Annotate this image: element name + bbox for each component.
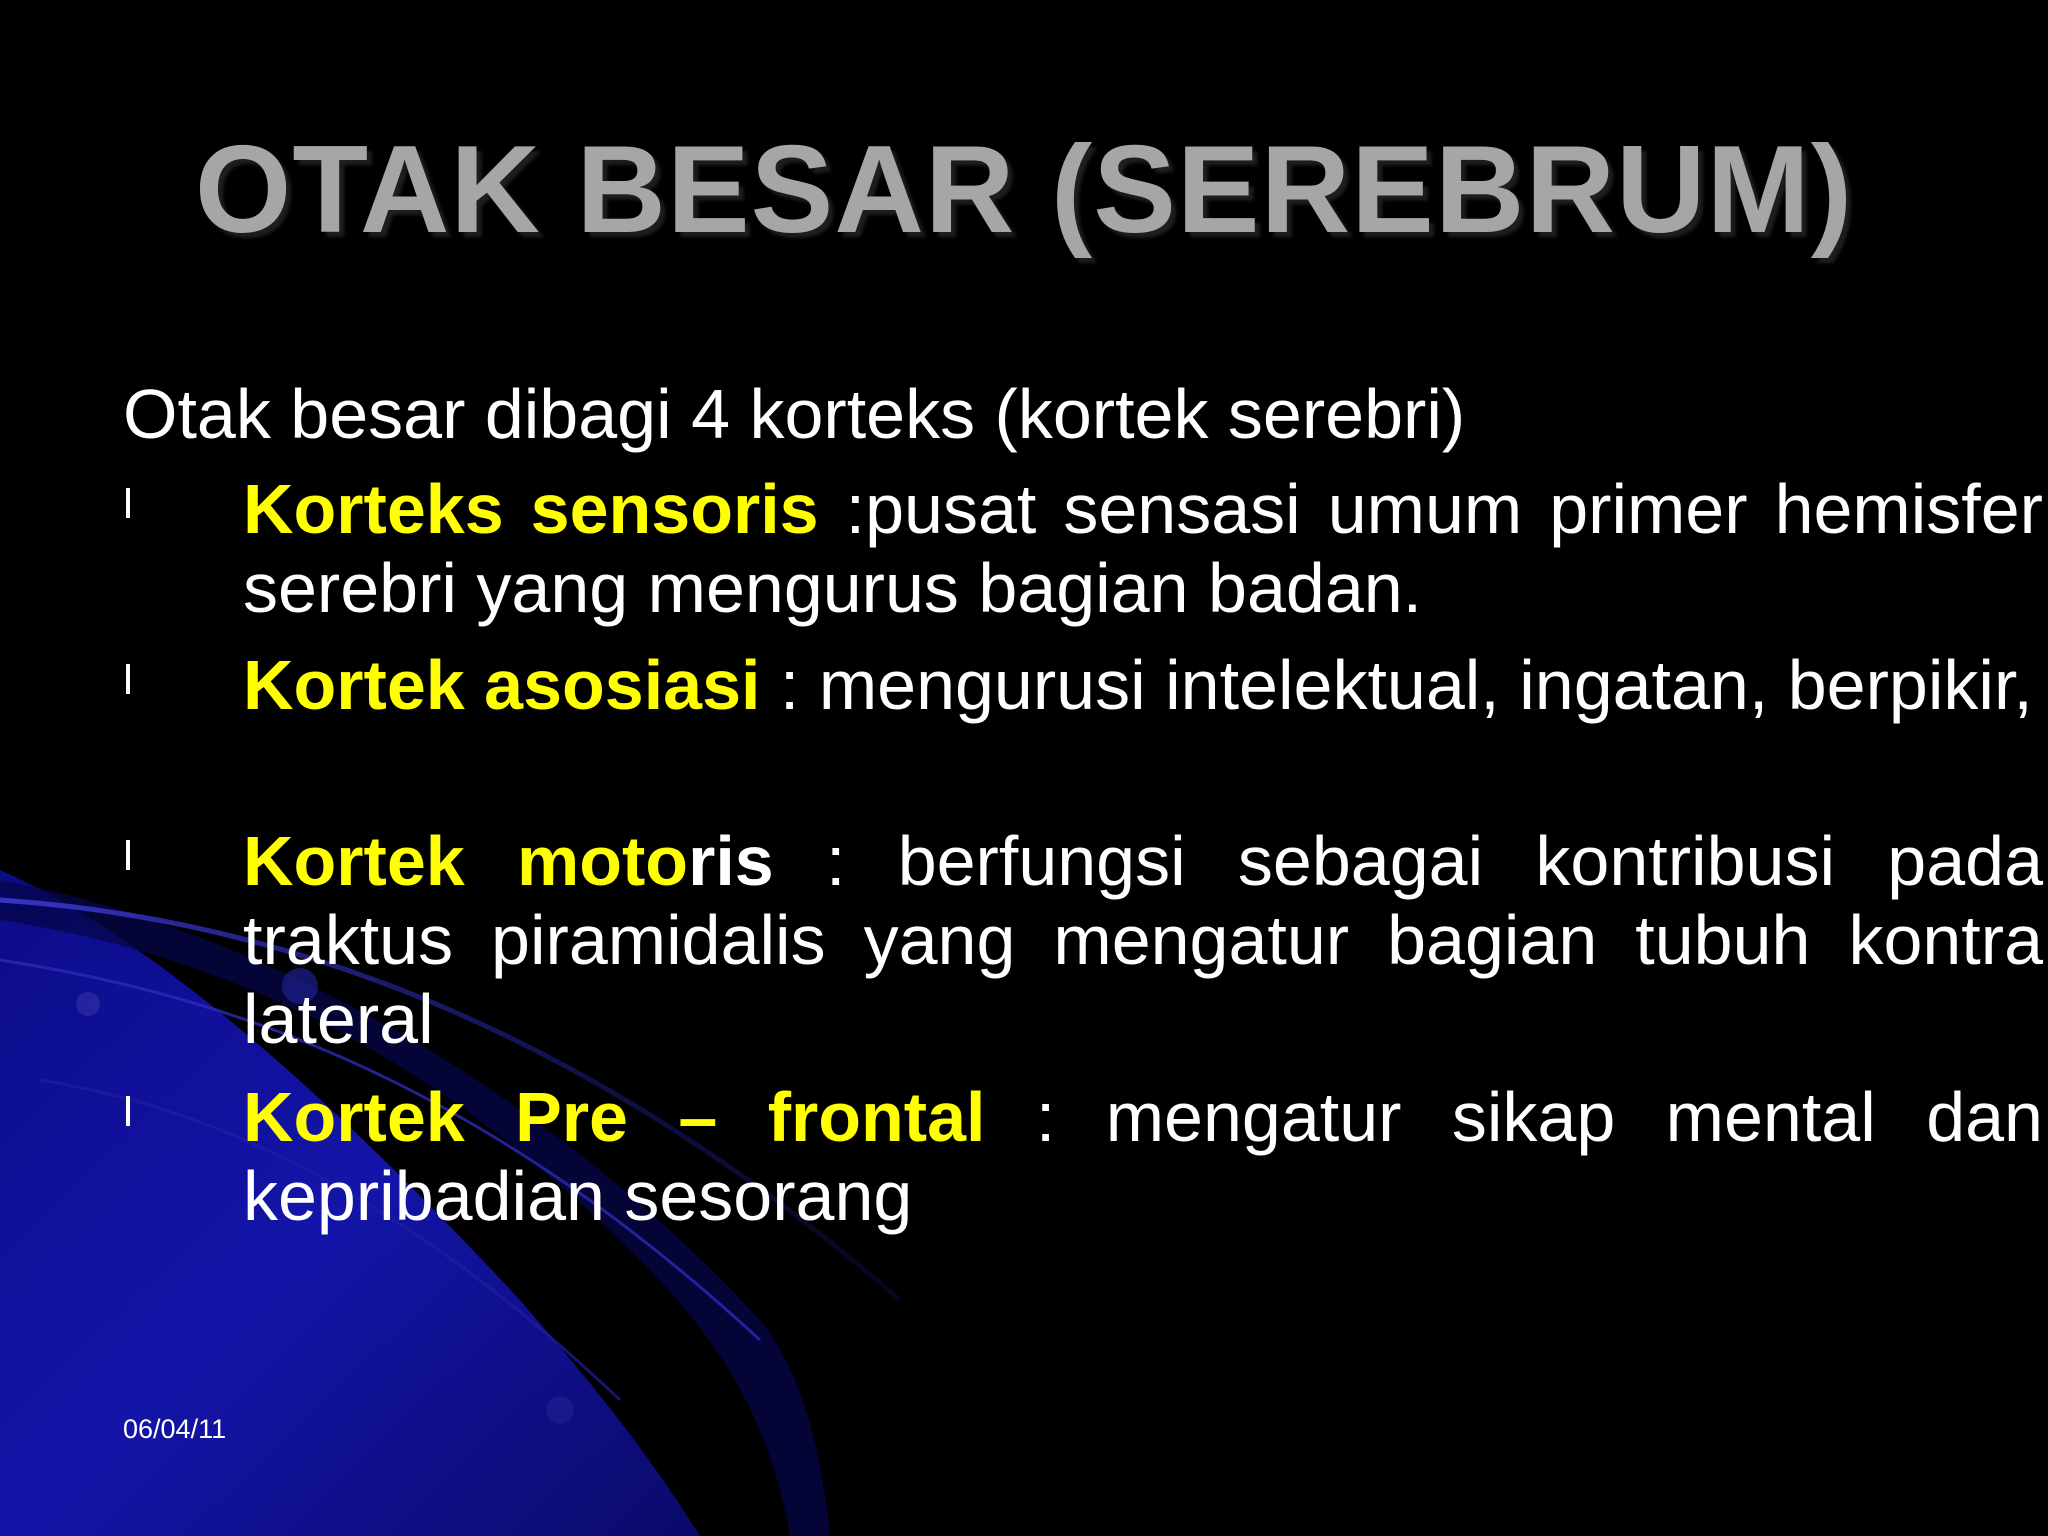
bullet-description: : berfungsi sebagai kontribusi pada traktus piramidalis yang mengatur bagian tubuh kontra lateral bbox=[243, 822, 2043, 1058]
bullet-text bbox=[243, 470, 2043, 628]
bullet-description: : mengatur sikap mental dan kepribadian sesorang bbox=[243, 1078, 2043, 1235]
bullet-text bbox=[243, 646, 2043, 725]
bullet-mark-icon bbox=[126, 1096, 130, 1126]
bullet-term: Kortek Pre – frontal bbox=[243, 1078, 986, 1156]
bullet-term: Kortek moto bbox=[243, 822, 689, 900]
bullet-description: :pusat sensasi umum primer hemisfer serebri yang mengurus bagian badan. bbox=[243, 470, 2043, 627]
bullet-text bbox=[243, 1078, 2043, 1236]
slide-title: OTAK BESAR (SEREBRUM) bbox=[194, 121, 1854, 259]
intro-text: Otak besar dibagi 4 korteks (kortek serebri) bbox=[123, 375, 1466, 453]
bullet-mark-icon bbox=[126, 840, 130, 870]
bullet-term: Korteks sensoris bbox=[243, 470, 819, 548]
bullet-mark-icon bbox=[126, 488, 130, 518]
bullet-term: Kortek asosiasi bbox=[243, 646, 761, 724]
bullet-text bbox=[243, 822, 2043, 1059]
bullet-mark-icon bbox=[126, 664, 130, 694]
slide-date: 06/04/11 bbox=[123, 1414, 227, 1444]
bullet-description: : mengurusi intelektual, ingatan, berpikir, bbox=[760, 646, 2033, 724]
bullet-term-suffix: ris bbox=[688, 822, 774, 900]
